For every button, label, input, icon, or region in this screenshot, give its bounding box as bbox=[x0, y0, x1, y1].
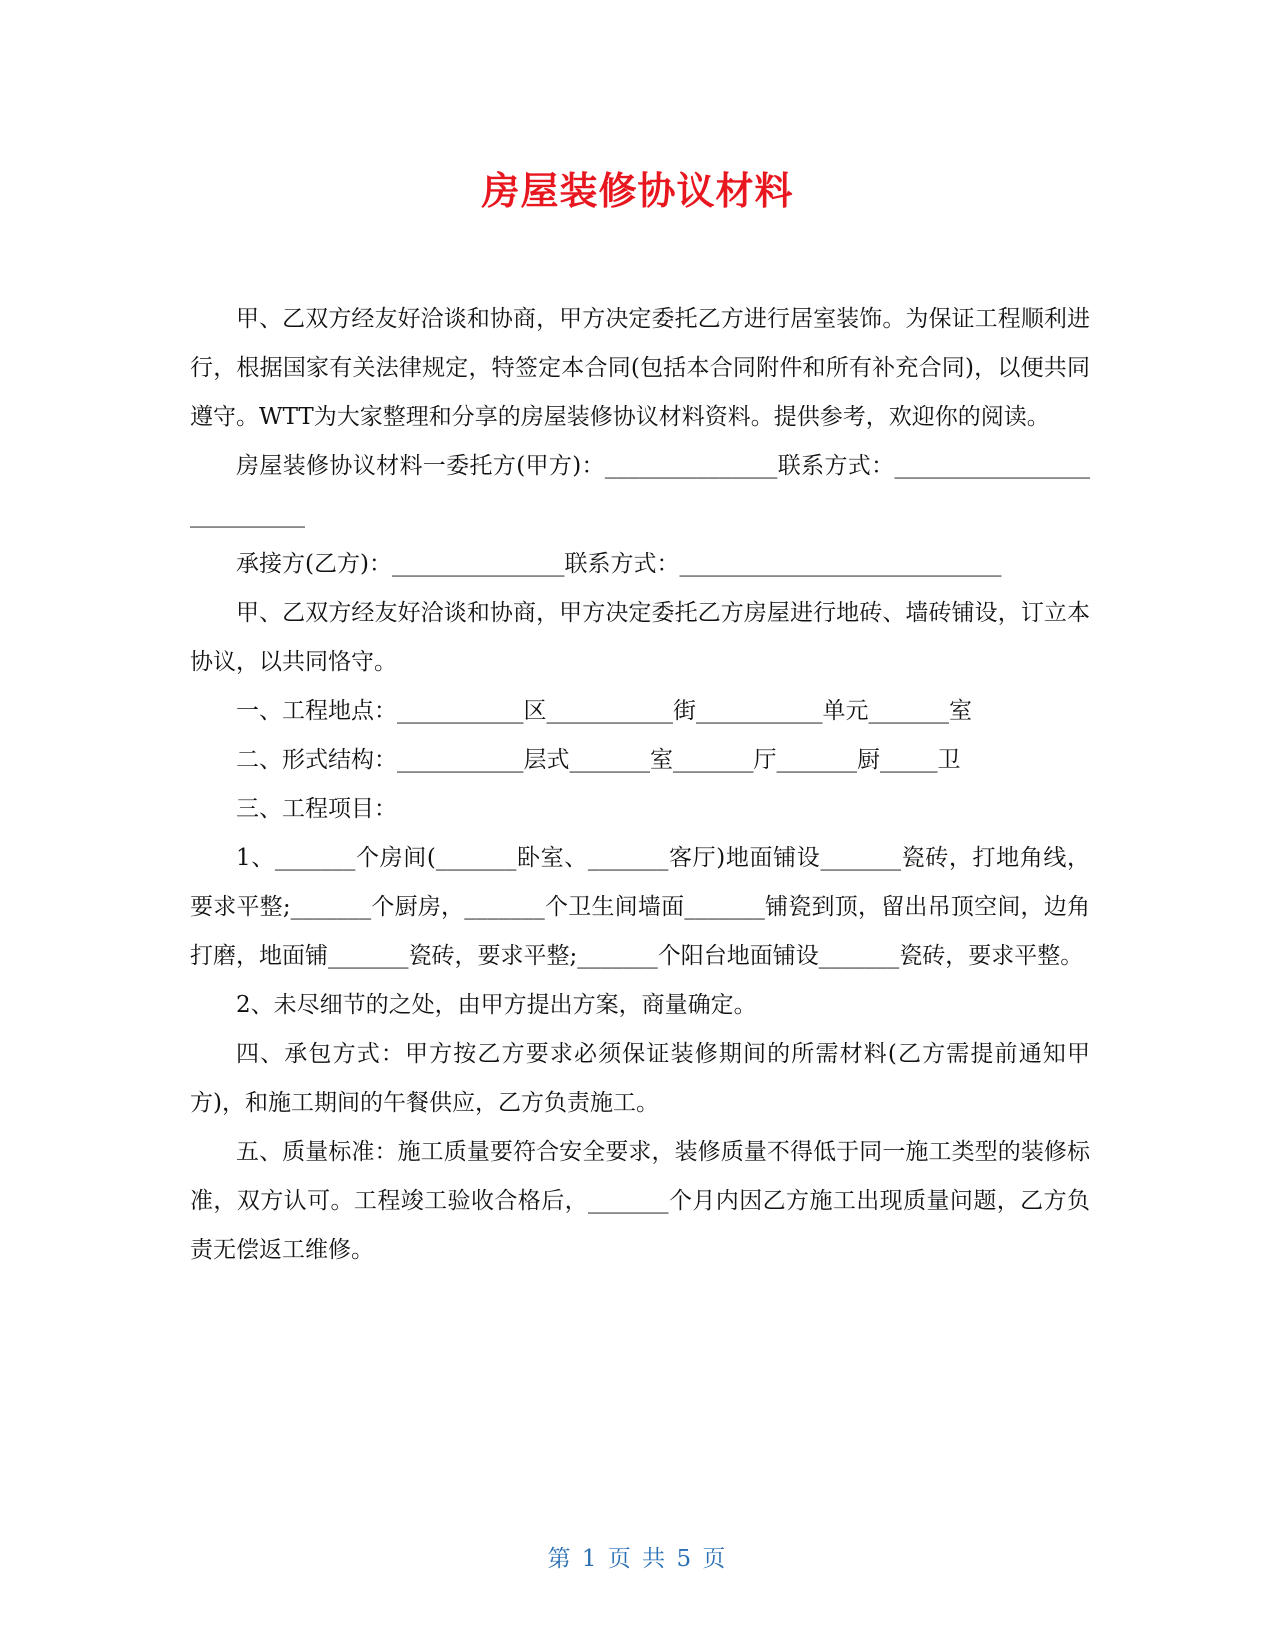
paragraph-intro: 甲、乙双方经友好洽谈和协商，甲方决定委托乙方进行居室装饰。为保证工程顺利进行，根据国家有关法律规定，特签定本合同(包括本合同附件和所有补充合同)，以便共同遵守。WTT为大家整理和分享的房屋装修协议材料资料。提供参考，欢迎你的阅读。 bbox=[190, 306, 1090, 430]
paragraph-location: 一、工程地点：___________区___________街___________单元_______室 bbox=[236, 698, 972, 724]
paragraph-structure: 二、形式结构：___________层式_______室_______厅_______厨_____卫 bbox=[236, 747, 961, 773]
document-body bbox=[190, 295, 1090, 1275]
paragraph-item-1: 1、_______个房间(_______卧室、_______客厅)地面铺设_______瓷砖，打地角线，要求平整;_______个厨房，_______个卫生间墙面_______铺瓷到顶，留出吊顶空间，边角打磨，地面铺_______瓷砖，要求平整;_______个阳台地面铺设_______瓷砖，要求平整。 bbox=[190, 845, 1090, 969]
page-footer: 第 1 页 共 5 页 bbox=[547, 1546, 728, 1572]
document-title: 房屋装修协议材料 bbox=[481, 169, 794, 213]
paragraph-item-2: 2、未尽细节的之处，由甲方提出方案，商量确定。 bbox=[236, 992, 757, 1018]
paragraph-items-heading: 三、工程项目： bbox=[236, 796, 397, 822]
paragraph-quality: 五、质量标准：施工质量要符合安全要求，装修质量不得低于同一施工类型的装修标准，双方认可。工程竣工验收合格后，_______个月内因乙方施工出现质量问题，乙方负责无偿返工维修。 bbox=[190, 1139, 1090, 1263]
paragraph-contract-mode: 四、承包方式：甲方按乙方要求必须保证装修期间的所需材料(乙方需提前通知甲方)，和施工期间的午餐供应，乙方负责施工。 bbox=[190, 1041, 1090, 1116]
paragraph-agreement: 甲、乙双方经友好洽谈和协商，甲方决定委托乙方房屋进行地砖、墙砖铺设，订立本协议，以共同恪守。 bbox=[190, 600, 1090, 675]
paragraph-party-a: 房屋装修协议材料一委托方(甲方)：_______________联系方式：___________________________ bbox=[190, 453, 1090, 528]
paragraph-party-b: 承接方(乙方)：_______________联系方式：____________________________ bbox=[236, 551, 1002, 577]
